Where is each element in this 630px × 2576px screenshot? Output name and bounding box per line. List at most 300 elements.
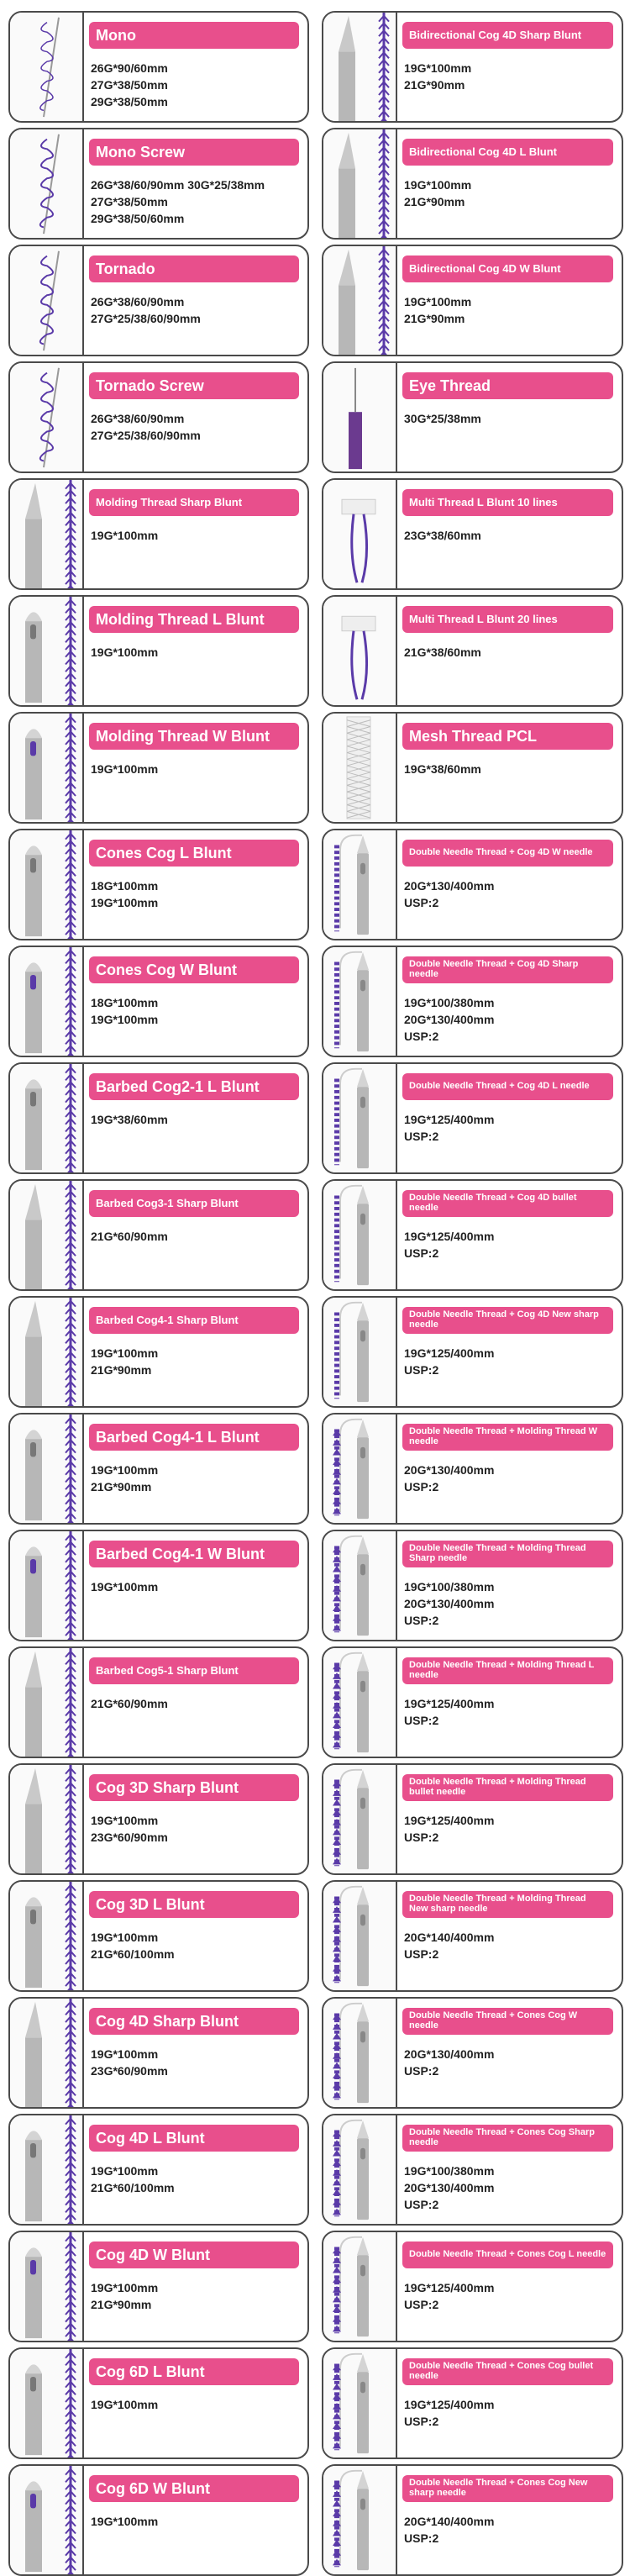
- product-card[interactable]: [322, 2114, 623, 2226]
- double-needle-molding-thread-icon: [323, 1882, 396, 1990]
- product-card[interactable]: [8, 2347, 309, 2459]
- product-title: Barbed Cog4-1 L Blunt: [89, 1424, 299, 1451]
- spec-line: USP:2: [404, 1831, 439, 1844]
- spec-line: 18G*100mm: [91, 879, 159, 893]
- spec-line: 19G*38/60mm: [91, 1113, 168, 1126]
- spec-list: [91, 877, 302, 911]
- spec-line: 20G*130/400mm: [404, 1013, 495, 1026]
- product-title: Bidirectional Cog 4D Sharp Blunt: [402, 22, 613, 49]
- product-title: Bidirectional Cog 4D L Blunt: [402, 139, 613, 166]
- spec-line: 19G*125/400mm: [404, 1697, 495, 1710]
- spec-list: [91, 1228, 302, 1245]
- product-card[interactable]: [322, 1179, 623, 1291]
- product-thumbnail: [323, 363, 397, 471]
- spec-line: 19G*100mm: [91, 2281, 159, 2294]
- spec-line: USP:2: [404, 1363, 439, 1377]
- product-card[interactable]: [8, 1646, 309, 1758]
- product-title: Molding Thread Sharp Blunt: [89, 489, 299, 516]
- product-thumbnail: [323, 1882, 397, 1990]
- product-card[interactable]: [322, 595, 623, 707]
- product-title: Eye Thread: [402, 372, 613, 399]
- double-needle-thread-icon: [323, 1064, 396, 1172]
- double-needle-thread-icon: [323, 947, 396, 1056]
- multi-thread-icon: [323, 597, 396, 705]
- spec-line: USP:2: [404, 1614, 439, 1627]
- spec-line: 23G*38/60mm: [404, 529, 481, 542]
- product-card[interactable]: [322, 2347, 623, 2459]
- product-title: Barbed Cog3-1 Sharp Blunt: [89, 1190, 299, 1217]
- product-thumbnail: [323, 1648, 397, 1757]
- barbed-cog-w-blunt-icon: [10, 1531, 82, 1640]
- product-card[interactable]: [322, 946, 623, 1057]
- double-needle-molding-thread-icon: [323, 1765, 396, 1873]
- spec-list: [404, 2396, 617, 2430]
- product-thumbnail: [323, 1999, 397, 2107]
- product-thumbnail: [323, 947, 397, 1056]
- double-needle-molding-thread-icon: [323, 1531, 396, 1640]
- product-thumbnail: [323, 2232, 397, 2341]
- product-thumbnail: [323, 480, 397, 588]
- spec-list: [91, 761, 302, 777]
- cog-6d-l-blunt-icon: [10, 2349, 82, 2457]
- spec-list: [91, 1578, 302, 1595]
- spec-line: USP:2: [404, 1947, 439, 1961]
- product-thumbnail: [323, 2466, 397, 2574]
- product-thumbnail: [10, 830, 84, 939]
- spec-list: [404, 293, 617, 327]
- spec-list: [404, 1111, 617, 1145]
- product-title: Mono: [89, 22, 299, 49]
- spec-line: 19G*100mm: [91, 1931, 159, 1944]
- bidirectional-cog-thread-icon: [323, 129, 396, 238]
- spec-list: [91, 293, 302, 327]
- spec-line: 21G*60/90mm: [91, 1230, 168, 1243]
- spec-line: 20G*130/400mm: [404, 879, 495, 893]
- product-card[interactable]: [322, 1413, 623, 1525]
- product-title: Mono Screw: [89, 139, 299, 166]
- product-thumbnail: [10, 363, 84, 471]
- product-title: Double Needle Thread + Cones Cog W needle: [402, 2008, 613, 2035]
- spec-list: [404, 877, 617, 911]
- spec-line: USP:2: [404, 896, 439, 909]
- double-needle-molding-thread-icon: [323, 1414, 396, 1523]
- product-title: Tornado: [89, 255, 299, 282]
- product-card[interactable]: [322, 361, 623, 473]
- spec-list: [404, 1345, 617, 1378]
- product-title: Cog 4D W Blunt: [89, 2241, 299, 2268]
- product-thumbnail: [323, 129, 397, 238]
- product-card[interactable]: [8, 11, 309, 123]
- spec-list: [91, 176, 302, 227]
- product-thumbnail: [323, 13, 397, 121]
- spec-line: 26G*38/60/90mm 30G*25/38mm: [91, 178, 265, 192]
- product-title: Cog 4D L Blunt: [89, 2125, 299, 2152]
- spec-line: 19G*125/400mm: [404, 2398, 495, 2411]
- spec-line: 29G*38/50mm: [91, 95, 168, 108]
- product-thumbnail: [323, 2115, 397, 2224]
- spec-line: 21G*38/60mm: [404, 645, 481, 659]
- product-card[interactable]: [322, 1997, 623, 2109]
- cones-cog-w-blunt-icon: [10, 947, 82, 1056]
- product-title: Double Needle Thread + Molding Thread L needle: [402, 1657, 613, 1684]
- product-thumbnail: [10, 13, 84, 121]
- product-thumbnail: [10, 597, 84, 705]
- spec-line: 19G*100/380mm: [404, 1580, 495, 1594]
- cog-3d-sharp-needle-icon: [10, 1765, 82, 1873]
- cog-4d-l-blunt-icon: [10, 2115, 82, 2224]
- double-needle-thread-icon: [323, 1298, 396, 1406]
- product-title: Cog 6D L Blunt: [89, 2358, 299, 2385]
- product-title: Multi Thread L Blunt 20 lines: [402, 606, 613, 633]
- spec-line: 20G*130/400mm: [404, 1463, 495, 1477]
- product-title: Double Needle Thread + Cog 4D Sharp needle: [402, 956, 613, 983]
- spec-line: USP:2: [404, 1246, 439, 1260]
- spec-line: 21G*90mm: [91, 2298, 152, 2311]
- spec-list: [404, 2162, 617, 2213]
- spec-line: 20G*130/400mm: [404, 2047, 495, 2061]
- spec-line: 19G*100mm: [91, 762, 159, 776]
- cog-3d-l-blunt-icon: [10, 1882, 82, 1990]
- product-thumbnail: [323, 246, 397, 355]
- spec-line: 19G*125/400mm: [404, 2281, 495, 2294]
- bidirectional-cog-thread-icon: [323, 246, 396, 355]
- product-thumbnail: [323, 1181, 397, 1289]
- product-title: Bidirectional Cog 4D W Blunt: [402, 255, 613, 282]
- product-card[interactable]: [322, 245, 623, 356]
- spec-line: 21G*90mm: [91, 1480, 152, 1493]
- product-thumbnail: [323, 714, 397, 822]
- spec-list: [91, 2046, 302, 2079]
- spec-line: 19G*125/400mm: [404, 1814, 495, 1827]
- spec-line: 23G*60/90mm: [91, 2064, 168, 2078]
- product-title: Double Needle Thread + Cog 4D New sharp needle: [402, 1307, 613, 1334]
- spec-list: [404, 1462, 617, 1495]
- spec-line: 19G*100mm: [404, 178, 472, 192]
- product-thumbnail: [10, 246, 84, 355]
- product-title: Barbed Cog4-1 W Blunt: [89, 1541, 299, 1567]
- spec-line: 19G*100mm: [91, 529, 159, 542]
- product-title: Double Needle Thread + Cones Cog L needle: [402, 2241, 613, 2268]
- spec-line: USP:2: [404, 2298, 439, 2311]
- spec-line: USP:2: [404, 2531, 439, 2545]
- product-thumbnail: [10, 1531, 84, 1640]
- product-thumbnail: [10, 1181, 84, 1289]
- spec-line: 19G*100mm: [91, 896, 159, 909]
- spec-line: USP:2: [404, 1030, 439, 1043]
- spec-line: USP:2: [404, 1714, 439, 1727]
- spec-line: 19G*100mm: [91, 645, 159, 659]
- product-card[interactable]: [322, 478, 623, 590]
- spec-list: [404, 527, 617, 544]
- double-needle-thread-icon: [323, 830, 396, 939]
- product-title: Molding Thread L Blunt: [89, 606, 299, 633]
- product-thumbnail: [323, 1298, 397, 1406]
- product-thumbnail: [323, 597, 397, 705]
- spec-line: 30G*25/38mm: [404, 412, 481, 425]
- product-title: Cones Cog L Blunt: [89, 840, 299, 867]
- product-title: Barbed Cog2-1 L Blunt: [89, 1073, 299, 1100]
- spec-line: USP:2: [404, 1480, 439, 1493]
- product-title: Double Needle Thread + Molding Thread bullet needle: [402, 1774, 613, 1801]
- barbed-cog-l-blunt-icon: [10, 1414, 82, 1523]
- product-card[interactable]: [322, 1763, 623, 1875]
- product-thumbnail: [10, 129, 84, 238]
- spec-list: [91, 527, 302, 544]
- spec-line: USP:2: [404, 2415, 439, 2428]
- spec-list: [91, 1695, 302, 1712]
- spec-line: 19G*38/60mm: [404, 762, 481, 776]
- spec-line: 29G*38/50/60mm: [91, 212, 185, 225]
- spec-line: 21G*90mm: [91, 1363, 152, 1377]
- product-card[interactable]: [322, 1646, 623, 1758]
- spec-line: 27G*25/38/60/90mm: [91, 312, 201, 325]
- product-title: Double Needle Thread + Molding Thread Sharp needle: [402, 1541, 613, 1567]
- product-thumbnail: [10, 1999, 84, 2107]
- product-thumbnail: [323, 830, 397, 939]
- spec-list: [91, 1111, 302, 1128]
- product-title: Molding Thread W Blunt: [89, 723, 299, 750]
- product-card[interactable]: [8, 1179, 309, 1291]
- spec-line: 21G*90mm: [404, 78, 465, 92]
- double-needle-thread-icon: [323, 1181, 396, 1289]
- double-needle-cones-cog-icon: [323, 2349, 396, 2457]
- spec-line: 18G*100mm: [91, 996, 159, 1009]
- product-title: Double Needle Thread + Cog 4D W needle: [402, 840, 613, 867]
- spec-line: 19G*100mm: [91, 1463, 159, 1477]
- product-card[interactable]: [8, 829, 309, 940]
- product-title: Double Needle Thread + Cones Cog Sharp needle: [402, 2125, 613, 2152]
- product-title: Double Needle Thread + Cog 4D L needle: [402, 1073, 613, 1100]
- double-needle-cones-cog-icon: [323, 2115, 396, 2224]
- multi-thread-icon: [323, 480, 396, 588]
- cog-6d-w-blunt-icon: [10, 2466, 82, 2574]
- spec-line: 27G*38/50mm: [91, 195, 168, 208]
- spec-list: [404, 1695, 617, 1729]
- mesh-thread-icon: [323, 714, 396, 822]
- spec-list: [91, 2396, 302, 2413]
- product-card[interactable]: [322, 712, 623, 824]
- spec-list: [404, 1929, 617, 1962]
- double-needle-molding-thread-icon: [323, 1648, 396, 1757]
- spec-list: [404, 410, 617, 427]
- bidirectional-cog-thread-icon: [323, 13, 396, 121]
- product-title: Cog 3D Sharp Blunt: [89, 1774, 299, 1801]
- eye-thread-icon: [323, 363, 396, 471]
- product-card[interactable]: [322, 1062, 623, 1174]
- product-card[interactable]: [8, 946, 309, 1057]
- spec-line: 21G*90mm: [404, 312, 465, 325]
- spec-list: [404, 644, 617, 661]
- spec-line: 19G*100mm: [404, 295, 472, 308]
- product-thumbnail: [10, 2232, 84, 2341]
- spec-list: [404, 2279, 617, 2313]
- product-card[interactable]: [8, 1997, 309, 2109]
- product-title: Double Needle Thread + Cones Cog New sharp needle: [402, 2475, 613, 2502]
- spec-list: [91, 1345, 302, 1378]
- product-title: Mesh Thread PCL: [402, 723, 613, 750]
- spec-line: 27G*25/38/60/90mm: [91, 429, 201, 442]
- spec-list: [91, 60, 302, 110]
- product-title: Double Needle Thread + Cones Cog bullet needle: [402, 2358, 613, 2385]
- spec-line: 19G*100mm: [91, 1013, 159, 1026]
- product-thumbnail: [10, 1064, 84, 1172]
- double-needle-cones-cog-icon: [323, 2232, 396, 2341]
- spec-list: [91, 2513, 302, 2530]
- spec-line: 26G*38/60/90mm: [91, 412, 185, 425]
- double-needle-cones-cog-icon: [323, 1999, 396, 2107]
- product-thumbnail: [10, 1414, 84, 1523]
- product-card[interactable]: [322, 1530, 623, 1641]
- spec-list: [404, 1812, 617, 1846]
- product-thumbnail: [10, 2115, 84, 2224]
- product-thumbnail: [10, 1765, 84, 1873]
- product-card[interactable]: [8, 128, 309, 240]
- product-title: Double Needle Thread + Molding Thread New sharp needle: [402, 1891, 613, 1918]
- product-title: Barbed Cog4-1 Sharp Blunt: [89, 1307, 299, 1334]
- spec-list: [404, 994, 617, 1045]
- product-thumbnail: [323, 1531, 397, 1640]
- barbed-cog-sharp-needle-icon: [10, 1648, 82, 1757]
- spec-line: 19G*100mm: [91, 2164, 159, 2178]
- product-card[interactable]: [8, 1763, 309, 1875]
- barbed-cog-sharp-needle-icon: [10, 1298, 82, 1406]
- spec-line: 20G*130/400mm: [404, 1597, 495, 1610]
- product-title: Cones Cog W Blunt: [89, 956, 299, 983]
- spec-list: [404, 761, 617, 777]
- spec-line: USP:2: [404, 2198, 439, 2211]
- product-thumbnail: [10, 947, 84, 1056]
- product-title: Double Needle Thread + Cog 4D bullet needle: [402, 1190, 613, 1217]
- product-thumbnail: [10, 714, 84, 822]
- cones-cog-l-blunt-icon: [10, 830, 82, 939]
- molding-thread-sharp-needle-icon: [10, 480, 82, 588]
- product-title: Multi Thread L Blunt 10 lines: [402, 489, 613, 516]
- spec-list: [404, 2046, 617, 2079]
- mono-thread-icon: [10, 13, 82, 121]
- product-card[interactable]: [322, 829, 623, 940]
- spec-line: 19G*125/400mm: [404, 1346, 495, 1360]
- spec-line: USP:2: [404, 2064, 439, 2078]
- spec-line: 21G*60/90mm: [91, 1697, 168, 1710]
- spec-list: [404, 60, 617, 93]
- spec-line: 27G*38/50mm: [91, 78, 168, 92]
- product-card[interactable]: [322, 1880, 623, 1992]
- spec-line: 19G*100mm: [404, 61, 472, 75]
- spec-line: 20G*140/400mm: [404, 1931, 495, 1944]
- spec-list: [404, 1578, 617, 1629]
- product-thumbnail: [10, 1298, 84, 1406]
- cog-4d-sharp-needle-icon: [10, 1999, 82, 2107]
- product-title: Barbed Cog5-1 Sharp Blunt: [89, 1657, 299, 1684]
- product-card[interactable]: [8, 1062, 309, 1174]
- product-card[interactable]: [8, 2464, 309, 2576]
- spec-line: 19G*100mm: [91, 2515, 159, 2528]
- spec-line: 20G*130/400mm: [404, 2181, 495, 2194]
- spec-line: 19G*100mm: [91, 2398, 159, 2411]
- molding-thread-w-blunt-icon: [10, 714, 82, 822]
- spec-line: USP:2: [404, 1130, 439, 1143]
- spec-list: [91, 644, 302, 661]
- product-card[interactable]: [322, 128, 623, 240]
- spec-line: 26G*38/60/90mm: [91, 295, 185, 308]
- spec-line: 19G*100mm: [91, 2047, 159, 2061]
- product-thumbnail: [323, 1064, 397, 1172]
- spec-line: 19G*100mm: [91, 1814, 159, 1827]
- spec-line: 21G*60/100mm: [91, 1947, 175, 1961]
- product-thumbnail: [10, 480, 84, 588]
- spec-list: [91, 1812, 302, 1846]
- product-card[interactable]: [8, 595, 309, 707]
- product-thumbnail: [10, 1648, 84, 1757]
- spec-list: [91, 1929, 302, 1962]
- product-title: Tornado Screw: [89, 372, 299, 399]
- product-card[interactable]: [322, 2464, 623, 2576]
- barbed-cog-sharp-needle-icon: [10, 1181, 82, 1289]
- product-thumbnail: [10, 2466, 84, 2574]
- product-title: Double Needle Thread + Molding Thread W needle: [402, 1424, 613, 1451]
- product-title: Cog 6D W Blunt: [89, 2475, 299, 2502]
- spec-list: [404, 2513, 617, 2547]
- double-needle-cones-cog-icon: [323, 2466, 396, 2574]
- spec-list: [91, 2279, 302, 2313]
- spec-line: 21G*90mm: [404, 195, 465, 208]
- product-thumbnail: [323, 2349, 397, 2457]
- product-card[interactable]: [8, 1530, 309, 1641]
- spec-line: 19G*125/400mm: [404, 1230, 495, 1243]
- spec-line: 19G*100mm: [91, 1580, 159, 1594]
- spec-list: [91, 1462, 302, 1495]
- spec-list: [404, 1228, 617, 1262]
- product-card[interactable]: [8, 712, 309, 824]
- cog-4d-w-blunt-icon: [10, 2232, 82, 2341]
- product-card[interactable]: [8, 478, 309, 590]
- product-card[interactable]: [8, 1296, 309, 1408]
- tornado-thread-icon: [10, 246, 82, 355]
- spec-list: [91, 410, 302, 444]
- spec-line: 21G*60/100mm: [91, 2181, 175, 2194]
- product-thumbnail: [10, 1882, 84, 1990]
- spec-list: [91, 2162, 302, 2196]
- product-title: Cog 3D L Blunt: [89, 1891, 299, 1918]
- spec-line: 23G*60/90mm: [91, 1831, 168, 1844]
- product-card[interactable]: [8, 1413, 309, 1525]
- tornado-screw-thread-icon: [10, 363, 82, 471]
- spec-line: 26G*90/60mm: [91, 61, 168, 75]
- mono-screw-thread-icon: [10, 129, 82, 238]
- spec-line: 19G*100/380mm: [404, 996, 495, 1009]
- product-card[interactable]: [322, 1296, 623, 1408]
- spec-line: 19G*125/400mm: [404, 1113, 495, 1126]
- product-thumbnail: [10, 2349, 84, 2457]
- product-card[interactable]: [322, 2231, 623, 2342]
- spec-list: [404, 176, 617, 210]
- product-card[interactable]: [8, 245, 309, 356]
- product-card[interactable]: [8, 361, 309, 473]
- barbed-cog-l-blunt-icon: [10, 1064, 82, 1172]
- product-card[interactable]: [8, 2231, 309, 2342]
- product-card[interactable]: [8, 2114, 309, 2226]
- spec-line: 20G*140/400mm: [404, 2515, 495, 2528]
- product-title: Cog 4D Sharp Blunt: [89, 2008, 299, 2035]
- product-thumbnail: [323, 1765, 397, 1873]
- spec-list: [91, 994, 302, 1028]
- product-card[interactable]: [8, 1880, 309, 1992]
- product-card[interactable]: [322, 11, 623, 123]
- spec-line: 19G*100mm: [91, 1346, 159, 1360]
- molding-thread-l-blunt-icon: [10, 597, 82, 705]
- spec-line: 19G*100/380mm: [404, 2164, 495, 2178]
- product-thumbnail: [323, 1414, 397, 1523]
